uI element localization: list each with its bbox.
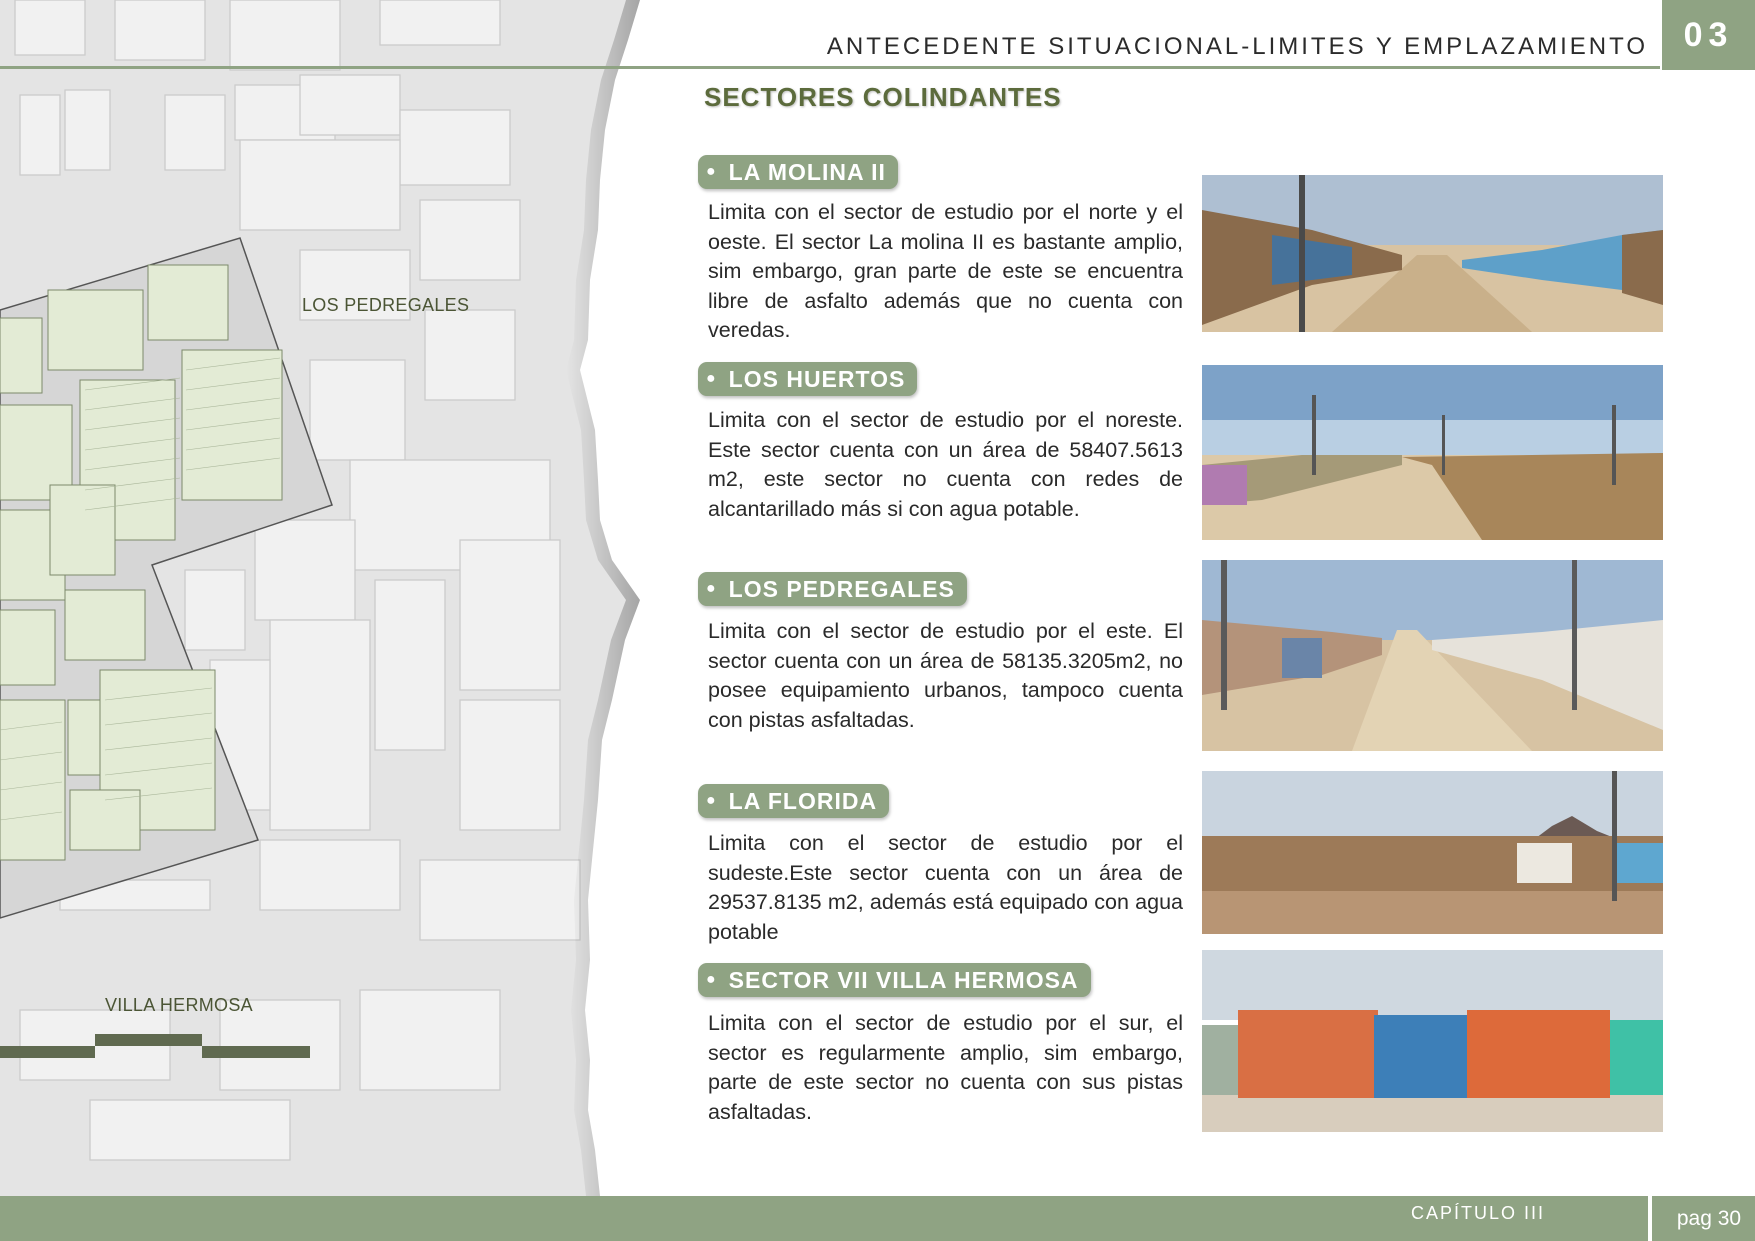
bullet-icon: ● [706, 792, 717, 809]
sector-photo-los-huertos [1202, 365, 1663, 540]
sector-name: LOS PEDREGALES [728, 575, 955, 602]
map-label-villa-hermosa: VILLA HERMOSA [105, 995, 253, 1015]
bullet-icon: ● [706, 370, 717, 387]
sector-description: Limita con el sector de estudio por el noreste. Este sector cuenta con un área de 58407.5613 m2, este sector no cuenta con redes de alcantarillado más si con agua potable. [708, 408, 1183, 521]
page-header-title: ANTECEDENTE SITUACIONAL-LIMITES Y EMPLAZAMIENTO [826, 33, 1648, 60]
chapter-number-badge: 03 [1662, 0, 1755, 70]
torn-paper-edge [0, 0, 660, 1196]
sector-description: Limita con el sector de estudio por el sudeste.Este sector cuenta con un área de 29537.8135 m2, además está equipado con agua potable [708, 831, 1183, 944]
sector-photo-los-pedregales [1202, 560, 1663, 751]
map-label-los-pedregales: LOS PEDREGALES [302, 295, 470, 315]
bullet-icon: ● [706, 971, 717, 988]
sector-name: LA FLORIDA [728, 787, 878, 814]
section-title: SECTORES COLINDANTES [704, 82, 1062, 112]
sector-name: SECTOR VII VILLA HERMOSA [728, 966, 1079, 993]
sector-photo-la-florida [1202, 771, 1663, 934]
bullet-icon: ● [706, 163, 717, 180]
sector-label-la-molina [698, 155, 898, 189]
sector-photo-la-molina [1202, 175, 1663, 332]
sector-label-la-florida [698, 784, 889, 818]
sector-photo-villa-hermosa [1202, 950, 1663, 1132]
sector-description: Limita con el sector de estudio por el norte y el oeste. El sector La molina II es bastante amplio, sim embargo, gran parte de este se encuentra libre de asfalto además que no cuenta con veredas. [708, 200, 1183, 342]
sector-label-villa-hermosa [698, 963, 1091, 997]
footer-divider [1648, 1196, 1652, 1241]
header-rule [0, 66, 1660, 69]
sector-description: Limita con el sector de estudio por el sur, el sector es regularmente amplio, sim embargo, parte de este sector no cuenta con sus pistas asfaltadas. [708, 1011, 1183, 1124]
sector-name: LOS HUERTOS [728, 365, 906, 392]
page-number: pag 30 [1676, 1206, 1742, 1230]
footer-chapter: CAPÍTULO III [1410, 1203, 1545, 1223]
bullet-icon: ● [706, 580, 717, 597]
site-map [0, 0, 660, 1196]
sector-description: Limita con el sector de estudio por el este. El sector cuenta con un área de 58135.3205m2, no posee equipamiento urbanos, tampoco cuenta con pistas asfaltadas. [708, 619, 1183, 732]
sector-label-los-huertos [698, 362, 917, 396]
sector-label-los-pedregales [698, 572, 967, 606]
sector-name: LA MOLINA II [728, 158, 886, 185]
